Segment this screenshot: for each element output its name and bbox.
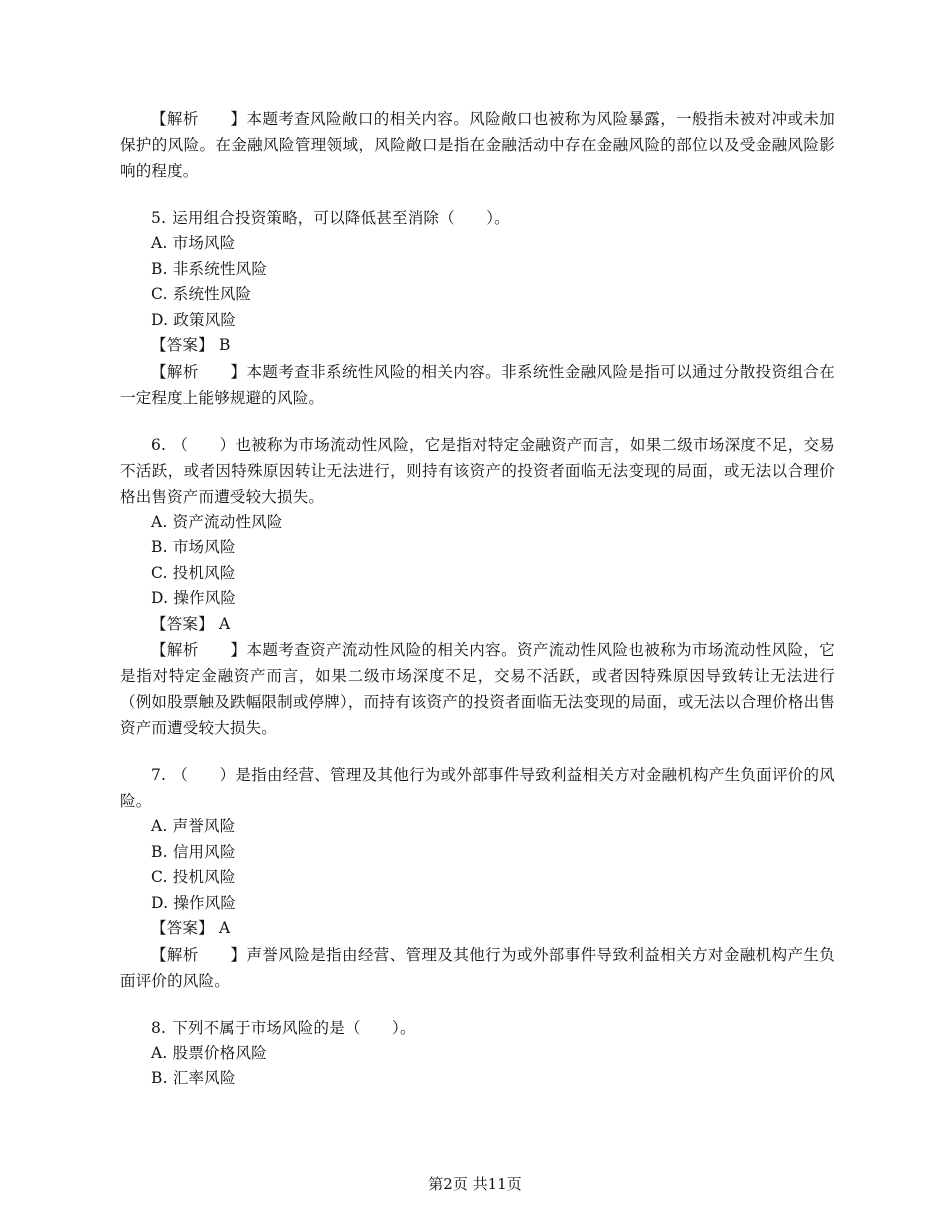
explanation-paragraph (120, 359, 835, 411)
explanation-text: 本题考查非系统性风险的相关内容。非系统性金融风险是指可以通过分散投资组合在一定程度上能够规避的风险。 (120, 362, 836, 407)
answer-value: B (218, 336, 231, 354)
option-a: A. 资产流动性风险 (151, 512, 283, 531)
option-d: D. 政策风险 (151, 310, 237, 329)
explanation-paragraph (120, 637, 835, 741)
question-stem (120, 1015, 835, 1041)
page-footer: 第2页 共11页 (428, 1175, 522, 1193)
explanation-text: 本题考查风险敞口的相关内容。风险敞口也被称为风险暴露，一般指未被对冲或未加保护的风险。在金融风险管理领域，风险敞口是指在金融活动中存在金融风险的部位以及受金融风险影响的程度。 (120, 110, 836, 180)
option-a: A. 市场风险 (151, 234, 236, 252)
explanation-label: 【解析 】 (151, 110, 247, 128)
explanation-label: 【解析 】 (151, 362, 247, 381)
option-c: C. 系统性风险 (151, 285, 252, 303)
question-number: 7. (151, 766, 167, 784)
option-a: A. 声誉风险 (151, 817, 236, 835)
explanation-text: 本题考查资产流动性风险的相关内容。资产流动性风险也被称为市场流动性风险，它是指对特定金融资产而言，如果二级市场深度不足，交易不活跃，或者因特殊原因导致转让无法进行（例如股票触及跌幅限制或停牌），而持有该资产的投资者面临无法变现的局面，或无法以合理价格出售资产而遭受较大损失。 (120, 641, 836, 737)
answer-label: 【答案】 (151, 614, 214, 633)
option-b: B. 非系统性风险 (151, 259, 268, 278)
question-stem (120, 762, 835, 814)
explanation-text: 声誉风险是指由经营、管理及其他行为或外部事件导致利益相关方对金融机构产生负面评价的风险。 (120, 945, 836, 990)
answer-line (120, 916, 835, 942)
answer-line (120, 612, 835, 638)
explanation-paragraph (120, 942, 835, 994)
document-page (120, 106, 835, 1092)
question-text: 下列不属于市场风险的是（ ）。 (172, 1018, 416, 1037)
answer-line (120, 333, 835, 359)
option-c: C. 投机风险 (151, 868, 236, 886)
question-number: 5. (151, 209, 167, 227)
answer-value: A (218, 919, 231, 937)
option-d: D. 操作风险 (151, 589, 237, 607)
option-b: B. 信用风险 (151, 842, 236, 861)
option-a: A. 股票价格风险 (151, 1043, 267, 1062)
question-stem (120, 432, 835, 510)
explanation-label: 【解析 】 (151, 945, 247, 964)
option-d: D. 操作风险 (151, 893, 237, 912)
answer-label: 【答案】 (151, 336, 214, 354)
question-text: 运用组合投资策略，可以降低甚至消除（ ）。 (172, 209, 510, 227)
explanation-label: 【解析 】 (151, 641, 247, 659)
answer-label: 【答案】 (151, 919, 214, 937)
question-number: 6. (151, 435, 167, 454)
question-text: （ ）是指由经营、管理及其他行为或外部事件导致利益相关方对金融机构产生负面评价的风险。 (120, 766, 835, 810)
answer-value: A (218, 614, 231, 633)
question-stem (120, 205, 835, 231)
option-c: C. 投机风险 (151, 563, 236, 582)
option-b: B. 市场风险 (151, 538, 236, 556)
question-text: （ ）也被称为市场流动性风险，它是指对特定金融资产而言，如果二级市场深度不足，交易不活跃，或者因特殊原因转让无法进行，则持有该资产的投资者面临无法变现的局面，或无法以合理价格出售资产而遭受较大损失。 (120, 435, 835, 506)
question-number: 8. (151, 1018, 167, 1037)
explanation-paragraph (120, 106, 835, 184)
option-b: B. 汇率风险 (151, 1069, 236, 1087)
